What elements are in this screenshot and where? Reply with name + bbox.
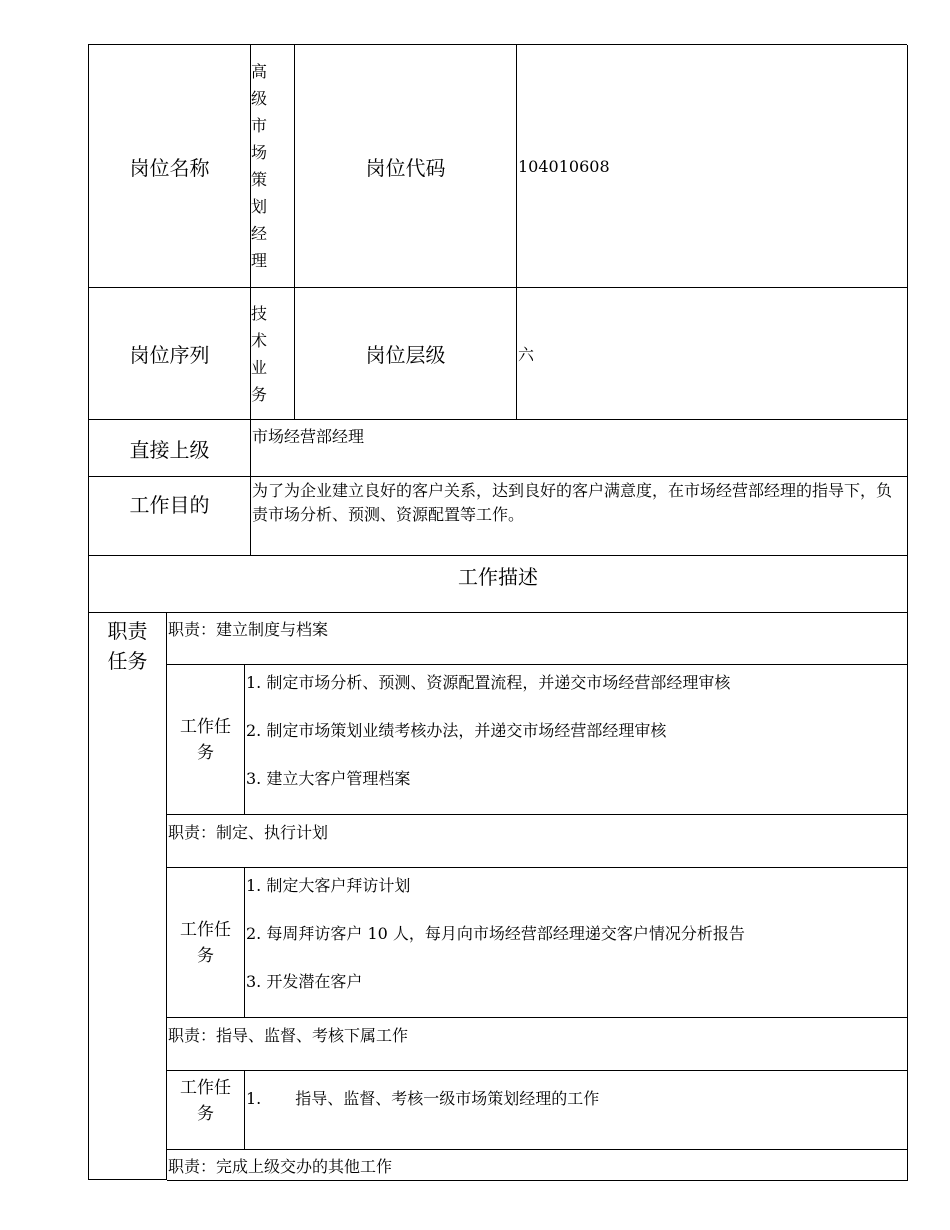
task-item: 3. 开发潜在客户 [246,972,363,991]
position-series-value: 技术业务 [251,288,295,420]
duties-list [167,612,908,1181]
task-label: 工作任务 [167,868,245,1017]
direct-superior-label: 直接上级 [89,420,251,477]
duty-title: 职责：制定、执行计划 [167,815,908,868]
position-code-value: 104010608 [517,45,908,288]
task-item: 1. 制定市场分析、预测、资源配置流程，并递交市场经营部经理审核 [246,673,731,692]
task-item: 2. 制定市场策划业绩考核办法，并递交市场经营部经理审核 [246,721,667,740]
position-series-label: 岗位序列 [89,288,251,420]
task-item: 3. 建立大客户管理档案 [246,769,411,788]
duty-tasks [167,665,908,815]
position-name-value: 高级市场策划经理 [251,45,295,288]
task-number: 1. [246,1089,262,1108]
direct-superior-value: 市场经营部经理 [251,420,908,477]
job-description-title: 工作描述 [89,556,908,613]
position-code-label: 岗位代码 [295,45,517,288]
duty-title: 职责：建立制度与档案 [167,612,908,665]
task-list [245,1071,907,1149]
job-purpose-label: 工作目的 [89,477,251,556]
job-description-page [88,44,907,1180]
duties-label: 职责 任务 [89,612,167,1180]
duty-tasks [167,868,908,1018]
duties-section [88,612,907,1180]
duty-title: 职责：完成上级交办的其他工作 [167,1150,908,1181]
task-list [245,868,907,1017]
duty-title: 职责：指导、监督、考核下属工作 [167,1018,908,1071]
task-item: 2. 每周拜访客户 10 人，每月向市场经营部经理递交客户情况分析报告 [246,924,745,943]
duty-tasks [167,1071,908,1150]
position-name-label: 岗位名称 [89,45,251,288]
job-purpose-value: 为了为企业建立良好的客户关系，达到良好的客户满意度，在市场经营部经理的指导下，负责市场分析、预测、资源配置等工作。 [251,477,908,556]
task-label: 工作任务 [167,1071,245,1149]
position-level-label: 岗位层级 [295,288,517,420]
job-info-table [88,44,907,612]
task-label: 工作任务 [167,665,245,814]
position-level-value: 六 [517,288,908,420]
task-item: 指导、监督、考核一级市场策划经理的工作 [295,1089,600,1108]
task-list [245,665,907,814]
task-item: 1. 制定大客户拜访计划 [246,876,411,895]
